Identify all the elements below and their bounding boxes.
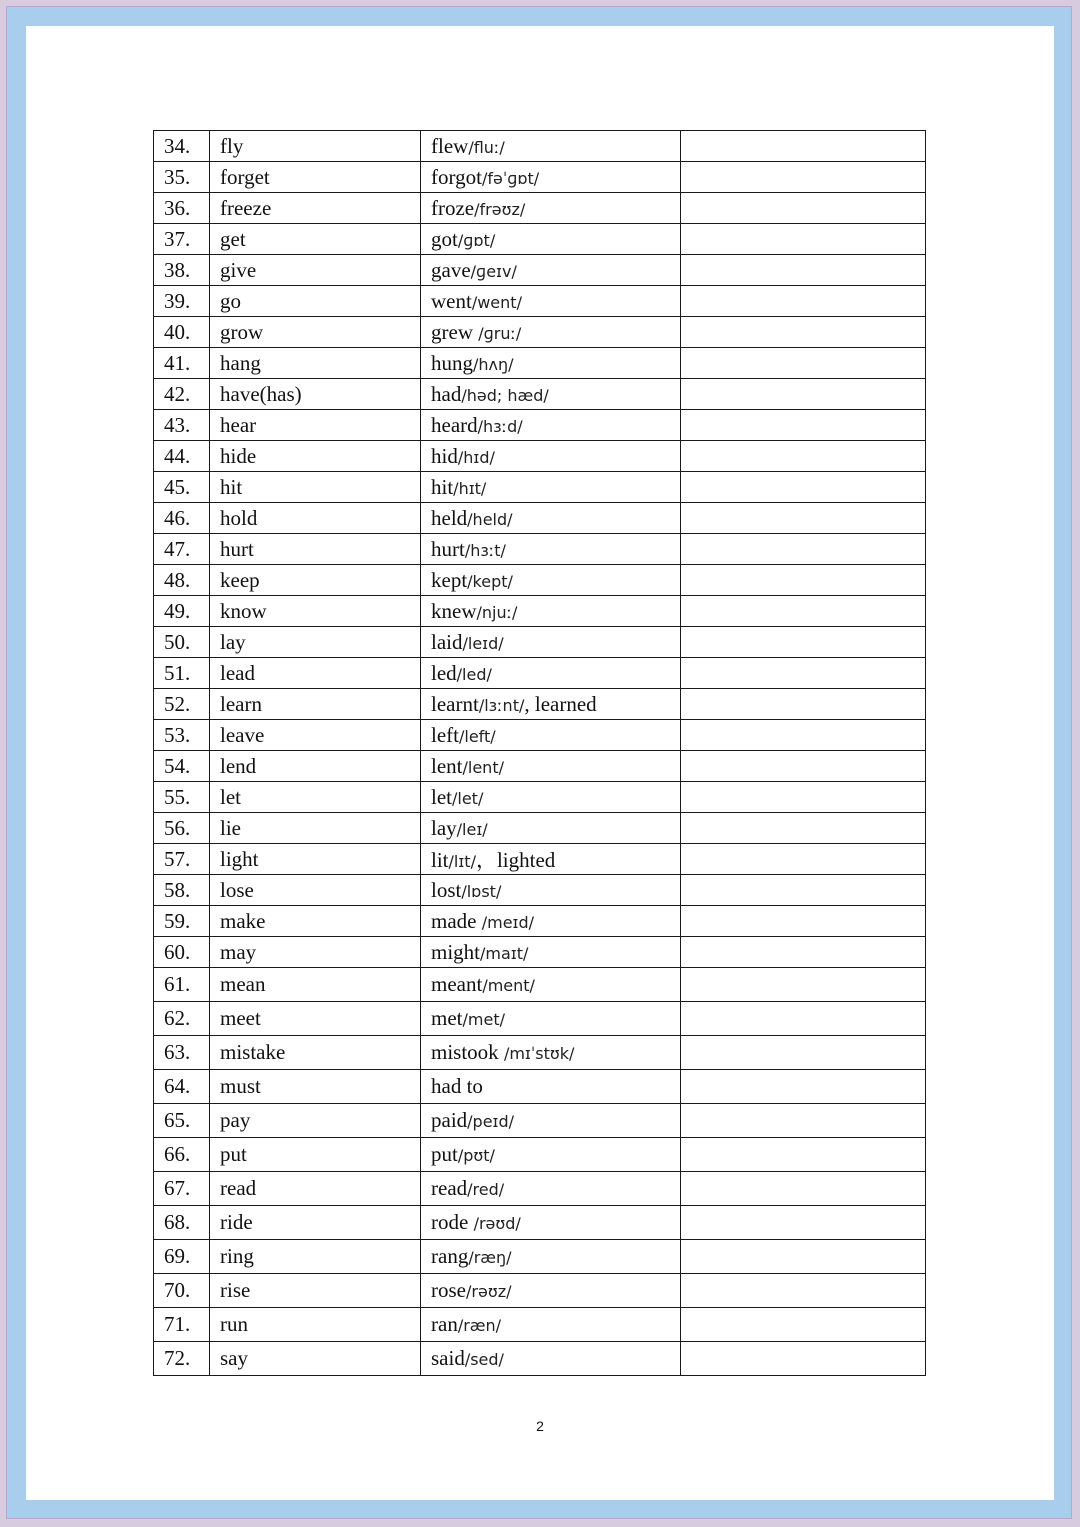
blank-answer-cell xyxy=(681,472,926,503)
base-form-cell: get xyxy=(210,224,421,255)
phonetic-transcription: /rəʊz/ xyxy=(466,1282,512,1301)
table-row xyxy=(154,441,926,472)
phonetic-transcription: /lɜːnt/ xyxy=(478,695,525,715)
base-form-cell: hang xyxy=(210,348,421,379)
past-form-cell xyxy=(421,1274,681,1308)
base-form-cell: know xyxy=(210,596,421,627)
table-row xyxy=(154,1274,926,1308)
alternate-past-form: , learned xyxy=(524,691,597,716)
irregular-verbs-table xyxy=(153,130,926,1376)
base-form-cell: make xyxy=(210,906,421,937)
past-form-cell xyxy=(421,596,681,627)
phonetic-transcription: /hɪd/ xyxy=(457,447,495,467)
blank-answer-cell xyxy=(681,937,926,968)
past-form-cell xyxy=(421,534,681,565)
past-form-word: had xyxy=(431,381,462,406)
phonetic-transcription: /həd; hæd/ xyxy=(461,385,549,405)
past-form-cell xyxy=(421,410,681,441)
past-form-word: froze xyxy=(431,195,475,220)
past-form-cell xyxy=(421,348,681,379)
row-number-cell: 61. xyxy=(154,968,210,1002)
phonetic-transcription: /fəˈɡɒt/ xyxy=(481,168,540,188)
base-form-cell: learn xyxy=(210,689,421,720)
phonetic-transcription: /hɜːt/ xyxy=(464,540,506,560)
base-form-cell: read xyxy=(210,1172,421,1206)
past-form-cell xyxy=(421,875,681,906)
phonetic-transcription: /kept/ xyxy=(467,571,513,591)
base-form-cell: meet xyxy=(210,1002,421,1036)
table-row xyxy=(154,410,926,441)
past-form-cell xyxy=(421,627,681,658)
past-form-cell xyxy=(421,937,681,968)
phonetic-transcription: /ɡɒt/ xyxy=(457,230,496,250)
past-form-cell xyxy=(421,1308,681,1342)
past-form-cell xyxy=(421,689,681,720)
row-number-cell: 66. xyxy=(154,1138,210,1172)
table-row xyxy=(154,472,926,503)
past-form-word: went xyxy=(431,288,472,313)
past-form-cell xyxy=(421,1070,681,1104)
phonetic-transcription: /peɪd/ xyxy=(467,1112,515,1131)
phonetic-transcription: /went/ xyxy=(471,292,522,312)
blank-answer-cell xyxy=(681,441,926,472)
base-form-cell: hide xyxy=(210,441,421,472)
base-form-cell: grow xyxy=(210,317,421,348)
past-form-word: lay xyxy=(431,815,457,840)
table-row xyxy=(154,813,926,844)
past-form-word: laid xyxy=(431,629,463,654)
past-form-word: hid xyxy=(431,443,458,468)
base-form-cell: may xyxy=(210,937,421,968)
blank-answer-cell xyxy=(681,348,926,379)
row-number-cell: 54. xyxy=(154,751,210,782)
table-row xyxy=(154,1308,926,1342)
table-row xyxy=(154,844,926,875)
row-number-cell: 71. xyxy=(154,1308,210,1342)
document-page xyxy=(26,26,1054,1500)
past-form-cell xyxy=(421,1206,681,1240)
phonetic-transcription: /maɪt/ xyxy=(480,943,529,963)
table-row xyxy=(154,1070,926,1104)
blank-answer-cell xyxy=(681,906,926,937)
blank-answer-cell xyxy=(681,1240,926,1274)
table-row xyxy=(154,317,926,348)
table-row xyxy=(154,224,926,255)
past-form-word: lent xyxy=(431,753,463,778)
blank-answer-cell xyxy=(681,1172,926,1206)
phonetic-transcription: /left/ xyxy=(458,726,496,746)
blank-answer-cell xyxy=(681,658,926,689)
base-form-cell: lead xyxy=(210,658,421,689)
verb-table-body xyxy=(154,131,926,1376)
row-number-cell: 58. xyxy=(154,875,210,906)
table-row xyxy=(154,565,926,596)
blank-answer-cell xyxy=(681,534,926,565)
base-form-cell: mistake xyxy=(210,1036,421,1070)
past-form-cell xyxy=(421,813,681,844)
table-row xyxy=(154,720,926,751)
past-form-cell xyxy=(421,317,681,348)
row-number-cell: 56. xyxy=(154,813,210,844)
blank-answer-cell xyxy=(681,782,926,813)
past-form-cell xyxy=(421,565,681,596)
blank-answer-cell xyxy=(681,1308,926,1342)
base-form-cell: fly xyxy=(210,131,421,162)
phonetic-transcription: /fluː/ xyxy=(468,137,505,157)
blank-answer-cell xyxy=(681,1274,926,1308)
base-form-cell: must xyxy=(210,1070,421,1104)
past-form-word: forgot xyxy=(431,164,482,189)
past-form-word: heard xyxy=(431,412,478,437)
past-form-word: flew xyxy=(431,133,469,158)
row-number-cell: 36. xyxy=(154,193,210,224)
past-form-cell xyxy=(421,193,681,224)
phonetic-transcription: /met/ xyxy=(462,1010,505,1029)
table-row xyxy=(154,1240,926,1274)
blank-answer-cell xyxy=(681,751,926,782)
past-form-cell xyxy=(421,844,681,875)
blank-answer-cell xyxy=(681,286,926,317)
phonetic-transcription: /hɪt/ xyxy=(453,478,487,498)
row-number-cell: 45. xyxy=(154,472,210,503)
past-form-word: learnt xyxy=(431,691,479,716)
phonetic-transcription: /hʌŋ/ xyxy=(473,354,514,374)
base-form-cell: hurt xyxy=(210,534,421,565)
row-number-cell: 65. xyxy=(154,1104,210,1138)
past-form-cell xyxy=(421,1036,681,1070)
table-row xyxy=(154,689,926,720)
past-form-cell xyxy=(421,782,681,813)
past-form-word: rode xyxy=(431,1210,474,1234)
table-row xyxy=(154,596,926,627)
base-form-cell: hit xyxy=(210,472,421,503)
row-number-cell: 52. xyxy=(154,689,210,720)
row-number-cell: 44. xyxy=(154,441,210,472)
table-row xyxy=(154,782,926,813)
table-row xyxy=(154,255,926,286)
table-row xyxy=(154,875,926,906)
blank-answer-cell xyxy=(681,224,926,255)
row-number-cell: 35. xyxy=(154,162,210,193)
table-row xyxy=(154,1206,926,1240)
past-form-word: met xyxy=(431,1006,463,1030)
phonetic-transcription: /sed/ xyxy=(464,1350,504,1369)
blank-answer-cell xyxy=(681,1206,926,1240)
phonetic-transcription: /red/ xyxy=(467,1180,505,1199)
blank-answer-cell xyxy=(681,131,926,162)
blank-answer-cell xyxy=(681,689,926,720)
blank-answer-cell xyxy=(681,968,926,1002)
blank-answer-cell xyxy=(681,1138,926,1172)
table-row xyxy=(154,937,926,968)
phonetic-transcription: /leɪ/ xyxy=(456,819,488,839)
past-form-cell xyxy=(421,906,681,937)
base-form-cell: put xyxy=(210,1138,421,1172)
base-form-cell: lie xyxy=(210,813,421,844)
past-form-word: held xyxy=(431,505,468,530)
table-row xyxy=(154,906,926,937)
table-row xyxy=(154,534,926,565)
phonetic-transcription: /frəʊz/ xyxy=(474,199,526,219)
row-number-cell: 47. xyxy=(154,534,210,565)
blank-answer-cell xyxy=(681,1070,926,1104)
blank-answer-cell xyxy=(681,193,926,224)
table-row xyxy=(154,503,926,534)
table-row xyxy=(154,379,926,410)
phonetic-transcription: /ɡruː/ xyxy=(478,323,522,343)
blank-answer-cell xyxy=(681,1002,926,1036)
phonetic-transcription: /pʊt/ xyxy=(457,1146,495,1165)
table-row xyxy=(154,627,926,658)
phonetic-transcription: /leɪd/ xyxy=(462,633,504,653)
past-form-cell xyxy=(421,441,681,472)
base-form-cell: leave xyxy=(210,720,421,751)
row-number-cell: 48. xyxy=(154,565,210,596)
table-row xyxy=(154,131,926,162)
past-form-word: mistook xyxy=(431,1040,504,1064)
phonetic-transcription: /njuː/ xyxy=(476,602,518,622)
row-number-cell: 40. xyxy=(154,317,210,348)
phonetic-transcription: /lɒst/ xyxy=(461,881,502,901)
base-form-cell: lend xyxy=(210,751,421,782)
phonetic-transcription: /hɜːd/ xyxy=(477,416,523,436)
row-number-cell: 63. xyxy=(154,1036,210,1070)
row-number-cell: 46. xyxy=(154,503,210,534)
row-number-cell: 43. xyxy=(154,410,210,441)
row-number-cell: 39. xyxy=(154,286,210,317)
row-number-cell: 72. xyxy=(154,1342,210,1376)
past-form-word: might xyxy=(431,939,481,964)
past-form-cell xyxy=(421,968,681,1002)
phonetic-transcription: /held/ xyxy=(467,509,513,529)
row-number-cell: 64. xyxy=(154,1070,210,1104)
base-form-cell: lay xyxy=(210,627,421,658)
base-form-cell: go xyxy=(210,286,421,317)
past-form-word: got xyxy=(431,226,458,251)
past-form-cell xyxy=(421,1002,681,1036)
blank-answer-cell xyxy=(681,596,926,627)
past-form-cell xyxy=(421,1138,681,1172)
base-form-cell: freeze xyxy=(210,193,421,224)
base-form-cell: have(has) xyxy=(210,379,421,410)
base-form-cell: ring xyxy=(210,1240,421,1274)
past-form-word: hung xyxy=(431,350,473,375)
base-form-cell: mean xyxy=(210,968,421,1002)
row-number-cell: 41. xyxy=(154,348,210,379)
phonetic-transcription: /lent/ xyxy=(462,757,504,777)
past-form-cell xyxy=(421,162,681,193)
past-form-word: put xyxy=(431,1142,458,1166)
table-row xyxy=(154,1104,926,1138)
base-form-cell: forget xyxy=(210,162,421,193)
phonetic-transcription: /ɡeɪv/ xyxy=(470,261,517,281)
past-form-cell xyxy=(421,1104,681,1138)
row-number-cell: 34. xyxy=(154,131,210,162)
phonetic-transcription: /ræn/ xyxy=(457,1316,502,1335)
phonetic-transcription: /let/ xyxy=(452,788,484,808)
table-row xyxy=(154,1138,926,1172)
past-form-word: said xyxy=(431,1346,465,1370)
blank-answer-cell xyxy=(681,813,926,844)
table-row xyxy=(154,193,926,224)
blank-answer-cell xyxy=(681,1342,926,1376)
row-number-cell: 49. xyxy=(154,596,210,627)
past-form-word: ran xyxy=(431,1312,458,1336)
page-number: 2 xyxy=(536,1418,544,1434)
row-number-cell: 68. xyxy=(154,1206,210,1240)
row-number-cell: 62. xyxy=(154,1002,210,1036)
base-form-cell: give xyxy=(210,255,421,286)
table-row xyxy=(154,968,926,1002)
base-form-cell: run xyxy=(210,1308,421,1342)
past-form-word: hit xyxy=(431,474,454,499)
past-form-word: lit xyxy=(431,848,449,872)
past-form-word: meant xyxy=(431,972,483,996)
past-form-word: read xyxy=(431,1176,468,1200)
blank-answer-cell xyxy=(681,162,926,193)
row-number-cell: 50. xyxy=(154,627,210,658)
past-form-word: gave xyxy=(431,257,471,282)
phonetic-transcription: /lɪt/ xyxy=(448,852,476,871)
past-form-word: grew xyxy=(431,319,479,344)
past-form-word: knew xyxy=(431,598,477,623)
past-form-word: left xyxy=(431,722,459,747)
past-form-cell xyxy=(421,1240,681,1274)
blank-answer-cell xyxy=(681,844,926,875)
row-number-cell: 55. xyxy=(154,782,210,813)
blank-answer-cell xyxy=(681,255,926,286)
row-number-cell: 70. xyxy=(154,1274,210,1308)
past-form-cell xyxy=(421,1172,681,1206)
table-row xyxy=(154,751,926,782)
past-form-cell xyxy=(421,286,681,317)
base-form-cell: keep xyxy=(210,565,421,596)
table-row xyxy=(154,1036,926,1070)
alternate-past-form: ，lighted xyxy=(475,848,556,872)
blank-answer-cell xyxy=(681,627,926,658)
past-form-cell xyxy=(421,472,681,503)
row-number-cell: 53. xyxy=(154,720,210,751)
table-row xyxy=(154,286,926,317)
table-row xyxy=(154,348,926,379)
past-form-cell xyxy=(421,224,681,255)
past-form-cell xyxy=(421,255,681,286)
base-form-cell: light xyxy=(210,844,421,875)
past-form-word: led xyxy=(431,660,457,685)
table-row xyxy=(154,1172,926,1206)
past-form-word: had to xyxy=(431,1074,483,1098)
past-form-word: paid xyxy=(431,1108,468,1132)
phonetic-transcription: /meɪd/ xyxy=(481,912,535,932)
base-form-cell: ride xyxy=(210,1206,421,1240)
past-form-cell xyxy=(421,720,681,751)
past-form-word: kept xyxy=(431,567,468,592)
past-form-word: lost xyxy=(431,877,462,902)
base-form-cell: say xyxy=(210,1342,421,1376)
past-form-word: rose xyxy=(431,1278,466,1302)
row-number-cell: 51. xyxy=(154,658,210,689)
blank-answer-cell xyxy=(681,1104,926,1138)
table-row xyxy=(154,1342,926,1376)
table-row xyxy=(154,1002,926,1036)
blank-answer-cell xyxy=(681,1036,926,1070)
base-form-cell: let xyxy=(210,782,421,813)
blank-answer-cell xyxy=(681,379,926,410)
blank-answer-cell xyxy=(681,720,926,751)
phonetic-transcription: /mɪˈstʊk/ xyxy=(503,1044,575,1063)
base-form-cell: hold xyxy=(210,503,421,534)
blank-answer-cell xyxy=(681,503,926,534)
phonetic-transcription: /ment/ xyxy=(482,976,535,995)
base-form-cell: pay xyxy=(210,1104,421,1138)
blank-answer-cell xyxy=(681,565,926,596)
past-form-cell xyxy=(421,379,681,410)
blank-answer-cell xyxy=(681,410,926,441)
row-number-cell: 67. xyxy=(154,1172,210,1206)
past-form-word: hurt xyxy=(431,536,465,561)
past-form-cell xyxy=(421,1342,681,1376)
past-form-word: rang xyxy=(431,1244,469,1268)
table-row xyxy=(154,658,926,689)
past-form-word: made xyxy=(431,908,482,933)
row-number-cell: 59. xyxy=(154,906,210,937)
row-number-cell: 60. xyxy=(154,937,210,968)
past-form-cell xyxy=(421,751,681,782)
table-row xyxy=(154,162,926,193)
base-form-cell: rise xyxy=(210,1274,421,1308)
base-form-cell: lose xyxy=(210,875,421,906)
row-number-cell: 42. xyxy=(154,379,210,410)
past-form-cell xyxy=(421,658,681,689)
phonetic-transcription: /led/ xyxy=(456,664,492,684)
base-form-cell: hear xyxy=(210,410,421,441)
row-number-cell: 38. xyxy=(154,255,210,286)
phonetic-transcription: /ræŋ/ xyxy=(468,1248,512,1267)
row-number-cell: 69. xyxy=(154,1240,210,1274)
blank-answer-cell xyxy=(681,875,926,906)
past-form-word: let xyxy=(431,784,452,809)
row-number-cell: 57. xyxy=(154,844,210,875)
past-form-cell xyxy=(421,503,681,534)
phonetic-transcription: /rəʊd/ xyxy=(473,1214,521,1233)
row-number-cell: 37. xyxy=(154,224,210,255)
past-form-cell xyxy=(421,131,681,162)
blank-answer-cell xyxy=(681,317,926,348)
